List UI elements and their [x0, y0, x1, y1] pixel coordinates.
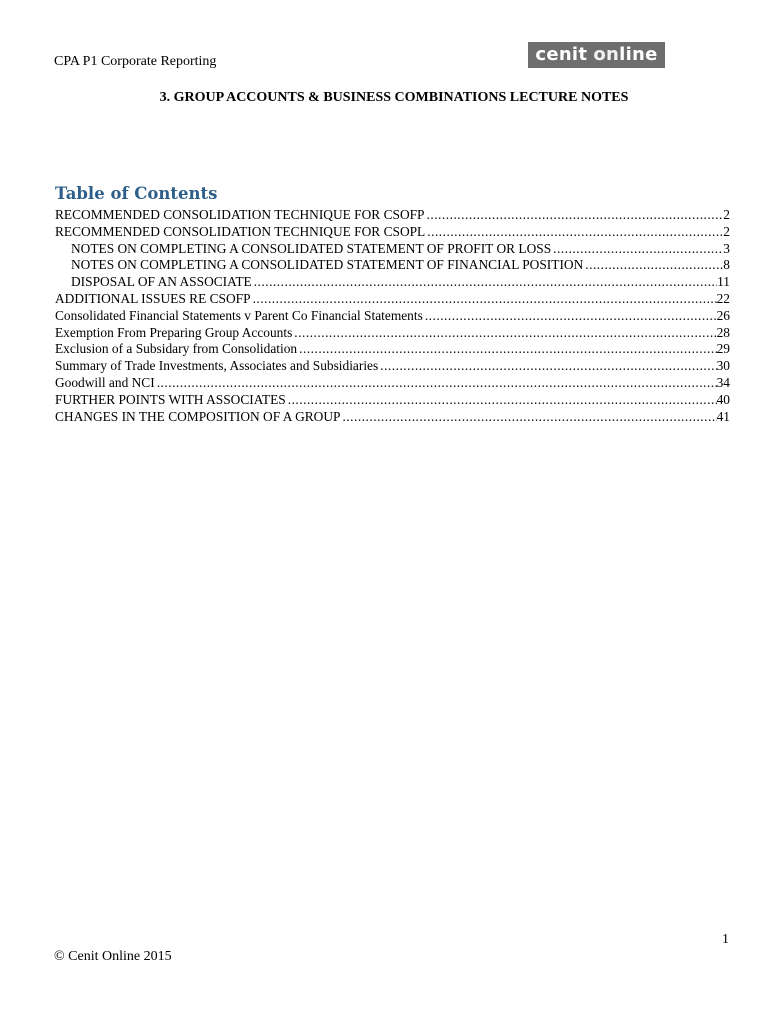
toc-dot-leader [423, 308, 717, 325]
toc-entry[interactable] [55, 241, 730, 258]
toc-entry[interactable] [55, 291, 730, 308]
toc-entry-label: NOTES ON COMPLETING A CONSOLIDATED STATEMENT OF FINANCIAL POSITION [71, 257, 584, 273]
toc-entry-label: Summary of Trade Investments, Associates and Subsidiaries [55, 358, 379, 374]
toc-entry-page-number: 30 [716, 358, 730, 374]
toc-entry[interactable] [55, 325, 730, 342]
toc-dot-leader [286, 392, 717, 409]
cenit-online-logo [528, 42, 665, 68]
logo-word-line: line [619, 44, 658, 65]
toc-dot-leader [583, 257, 723, 274]
toc-entry-page-number: 40 [716, 391, 730, 407]
toc-entry-page-number: 11 [717, 274, 730, 290]
page-number: 1 [722, 932, 729, 947]
toc-dot-leader [378, 358, 716, 375]
toc-dot-leader [425, 207, 724, 224]
header-course-name: CPA P1 Corporate Reporting [54, 54, 217, 69]
toc-dot-leader [252, 274, 717, 291]
logo-word-on: on [593, 44, 620, 65]
toc-entry-page-number: 29 [716, 341, 730, 357]
toc-entry-page-number: 28 [716, 324, 730, 340]
toc-entry-label: FURTHER POINTS WITH ASSOCIATES [55, 391, 286, 407]
toc-entry-page-number: 41 [716, 408, 730, 424]
table-of-contents [55, 207, 730, 425]
toc-entry-page-number: 2 [723, 207, 730, 222]
toc-entry[interactable] [55, 224, 730, 241]
document-title: 3. GROUP ACCOUNTS & BUSINESS COMBINATIONS LECTURE NOTES [159, 90, 629, 105]
toc-entry-label: CHANGES IN THE COMPOSITION OF A GROUP [55, 408, 341, 424]
toc-entry-label: Exemption From Preparing Group Accounts [55, 324, 293, 340]
toc-entry-page-number: 22 [716, 290, 730, 306]
toc-entry[interactable] [55, 341, 730, 358]
toc-entry-label: Exclusion of a Subsidary from Consolidation [55, 341, 298, 357]
toc-entry-label: RECOMMENDED CONSOLIDATION TECHNIQUE FOR CSOPL [55, 223, 426, 239]
footer-copyright: © Cenit Online 2015 [54, 949, 172, 964]
toc-dot-leader [251, 291, 717, 308]
toc-entry-label: RECOMMENDED CONSOLIDATION TECHNIQUE FOR CSOFP [55, 207, 425, 222]
toc-entry-page-number: 2 [723, 223, 730, 239]
toc-entry[interactable] [55, 308, 730, 325]
toc-dot-leader [292, 325, 716, 342]
toc-entry[interactable] [55, 375, 730, 392]
toc-dot-leader [297, 341, 716, 358]
toc-entry-label: NOTES ON COMPLETING A CONSOLIDATED STATEMENT OF PROFIT OR LOSS [71, 240, 552, 256]
toc-entry[interactable] [55, 274, 730, 291]
toc-entry-label: Consolidated Financial Statements v Parent Co Financial Statements [55, 307, 423, 323]
toc-entry[interactable] [55, 392, 730, 409]
toc-dot-leader [551, 241, 723, 258]
toc-entry-page-number: 26 [716, 307, 730, 323]
toc-entry[interactable] [55, 409, 730, 426]
toc-entry-label: Goodwill and NCI [55, 374, 155, 390]
toc-dot-leader [155, 375, 717, 392]
toc-dot-leader [340, 409, 716, 426]
logo-word-cenit: cenit [535, 44, 588, 65]
toc-entry[interactable] [55, 358, 730, 375]
toc-dot-leader [425, 224, 723, 241]
toc-entry-page-number: 8 [723, 257, 730, 273]
toc-heading: Table of Contents [55, 184, 218, 203]
toc-entry[interactable] [55, 207, 730, 224]
toc-entry-page-number: 3 [723, 240, 730, 256]
toc-entry-label: DISPOSAL OF AN ASSOCIATE [71, 274, 252, 290]
toc-entry-page-number: 34 [716, 374, 730, 390]
toc-entry[interactable] [55, 257, 730, 274]
toc-entry-label: ADDITIONAL ISSUES RE CSOFP [55, 290, 251, 306]
